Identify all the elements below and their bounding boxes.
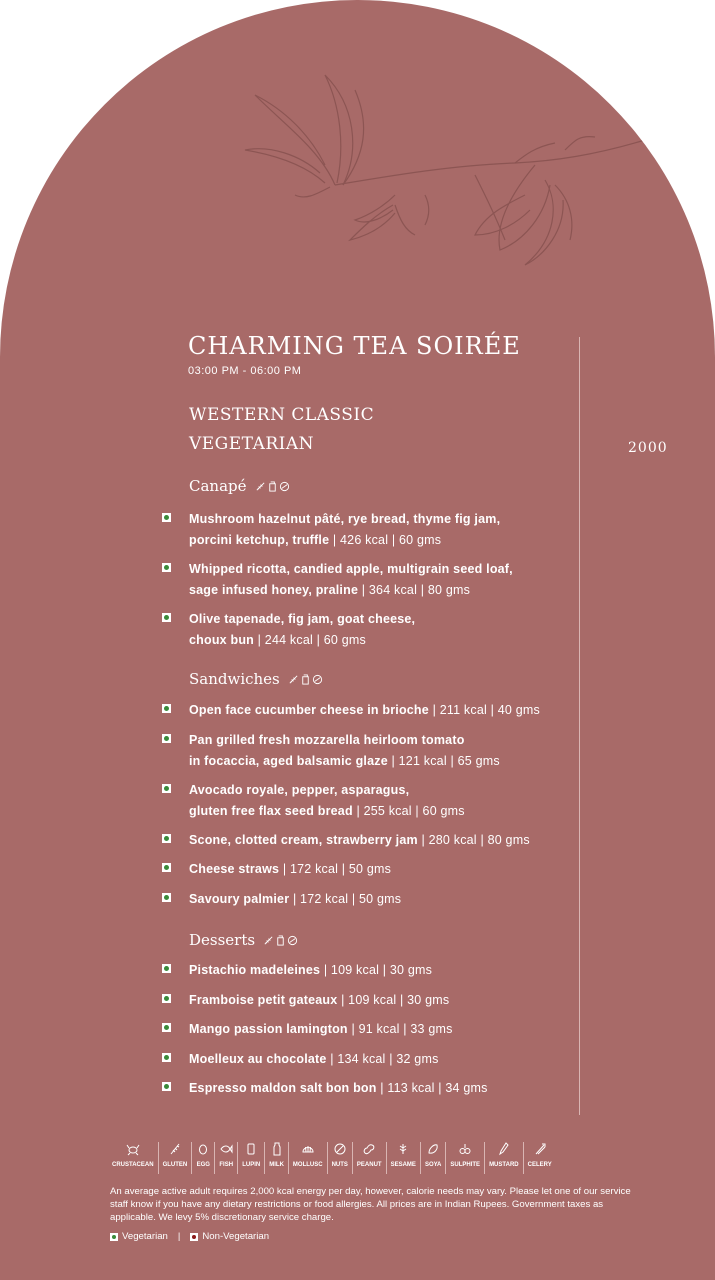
item-name: Avocado royale, pepper, asparagus, [189, 783, 410, 797]
veg-mark-icon [162, 1082, 171, 1091]
item-name: Mango passion lamington [189, 1022, 348, 1036]
menu-item [162, 609, 415, 650]
item-name: Moelleux au chocolate [189, 1052, 327, 1066]
gluten-icon [288, 674, 299, 685]
menu-item [162, 559, 513, 600]
menu-item [162, 990, 449, 1011]
item-details: | 109 kcal | 30 gms [337, 993, 450, 1007]
item-name: Whipped ricotta, candied apple, multigrain seed loaf, [189, 562, 513, 576]
item-details: | 109 kcal | 30 gms [320, 963, 433, 977]
item-details: | 113 kcal | 34 gms [376, 1081, 488, 1095]
sulphite-icon [458, 1142, 472, 1156]
legend-veg-label: Vegetarian [122, 1231, 168, 1242]
item-name: Espresso maldon salt bon bon [189, 1081, 377, 1095]
veg-mark-icon [162, 1053, 171, 1062]
allergen-lupin: LUPIN [238, 1142, 265, 1174]
veg-mark-icon [162, 964, 171, 973]
diet-legend [110, 1231, 269, 1242]
item-name: porcini ketchup, truffle [189, 532, 330, 547]
footer-note: An average active adult requires 2,000 kcal energy per day, however, calorie needs may vary. Please let one of our service staff know if you have any dietary restrictions or food allergies. All prices are in Indian Rupees. Government taxes as applicable. We levy 5% discretionary service charge. [110, 1186, 631, 1223]
item-name: Open face cucumber cheese in brioche [189, 703, 429, 717]
menu-item [162, 700, 540, 721]
veg-mark-icon [162, 893, 171, 902]
egg-icon [196, 1142, 210, 1156]
item-details: | 91 kcal | 33 gms [347, 1022, 453, 1036]
legend-nonveg-label: Non-Vegetarian [202, 1231, 270, 1242]
veg-mark-icon [162, 734, 171, 743]
nuts-icon [279, 481, 290, 492]
veg-mark-icon [162, 704, 171, 713]
item-details: | 244 kcal | 60 gms [254, 632, 366, 647]
sesame-icon [396, 1142, 410, 1156]
allergen-crustacean: CRUSTACEAN [108, 1142, 159, 1174]
item-name: Scone, clotted cream, strawberry jam [189, 833, 418, 847]
item-details: | 364 kcal | 80 gms [358, 582, 471, 597]
menu-item [162, 960, 432, 981]
menu-item [162, 780, 465, 821]
veg-mark-icon [162, 563, 171, 572]
veg-mark-icon [162, 513, 171, 522]
allergen-gluten: GLUTEN [159, 1142, 193, 1174]
item-name: Savoury palmier [189, 892, 290, 906]
menu-item [162, 889, 401, 910]
item-name: Framboise petit gateaux [189, 993, 338, 1007]
menu-item [162, 1078, 488, 1099]
allergen-sulphite: SULPHITE [446, 1142, 485, 1174]
nuts-icon [333, 1142, 347, 1156]
item-name: gluten free flax seed bread [189, 803, 353, 818]
item-details: | 121 kcal | 65 gms [387, 753, 500, 768]
mustard-icon [497, 1142, 511, 1156]
item-name: Mushroom hazelnut pâté, rye bread, thyme fig jam, [189, 512, 501, 526]
item-name: sage infused honey, praline [189, 582, 359, 597]
celery-icon [533, 1142, 547, 1156]
section-heading-sandwiches [189, 670, 323, 688]
category-title-line2: VEGETARIAN [189, 434, 315, 454]
nuts-icon [287, 935, 298, 946]
item-name: Olive tapenade, fig jam, goat cheese, [189, 612, 416, 626]
menu-title: CHARMING TEA SOIRÉE [188, 332, 521, 360]
item-name: choux bun [189, 632, 254, 647]
allergen-legend [108, 1142, 556, 1174]
allergen-icons [263, 935, 298, 946]
item-details: | 426 kcal | 60 gms [329, 532, 442, 547]
soya-icon [426, 1142, 440, 1156]
allergen-celery: CELERY [524, 1142, 556, 1174]
veg-mark-icon [162, 784, 171, 793]
allergen-sesame: SESAME [387, 1142, 421, 1174]
veg-mark-icon [162, 994, 171, 1003]
allergen-mustard: MUSTARD [485, 1142, 524, 1174]
menu-item [162, 830, 530, 851]
veg-mark-icon [162, 613, 171, 622]
peanut-icon [362, 1142, 376, 1156]
veg-mark-icon [110, 1233, 118, 1241]
gluten-icon [255, 481, 266, 492]
category-title-line1: WESTERN CLASSIC [189, 405, 375, 425]
item-details: | 172 kcal | 50 gms [289, 892, 402, 906]
gluten-icon [168, 1142, 182, 1156]
item-name: Cheese straws [189, 862, 280, 876]
milk-icon [275, 935, 286, 946]
allergen-milk: MILK [265, 1142, 289, 1174]
item-details: | 172 kcal | 50 gms [279, 862, 392, 876]
allergen-egg: EGG [192, 1142, 215, 1174]
menu-item [162, 730, 500, 771]
section-heading-label: Desserts [189, 931, 256, 949]
section-heading-canape [189, 477, 290, 495]
veg-mark-icon [162, 834, 171, 843]
veg-mark-icon [162, 863, 171, 872]
nonveg-mark-icon [190, 1233, 198, 1241]
column-divider [579, 337, 580, 1115]
menu-item [162, 1049, 439, 1070]
allergen-nuts: NUTS [328, 1142, 353, 1174]
magnolia-branch-illustration [225, 55, 655, 285]
item-details: | 255 kcal | 60 gms [352, 803, 465, 818]
allergen-peanut: PEANUT [353, 1142, 387, 1174]
allergen-icons [255, 481, 290, 492]
lupin-icon [244, 1142, 258, 1156]
allergen-mollusc: MOLLUSC [289, 1142, 328, 1174]
allergen-fish: FISH [215, 1142, 238, 1174]
menu-price: 2000 [628, 440, 668, 456]
crustacean-icon [126, 1142, 140, 1156]
allergen-soya: SOYA [421, 1142, 446, 1174]
item-name: Pan grilled fresh mozzarella heirloom tomato [189, 733, 465, 747]
gluten-icon [263, 935, 274, 946]
item-name: Pistachio madeleines [189, 963, 321, 977]
allergen-icons [288, 674, 323, 685]
milk-icon [270, 1142, 284, 1156]
veg-mark-icon [162, 1023, 171, 1032]
item-details: | 280 kcal | 80 gms [417, 833, 530, 847]
nuts-icon [312, 674, 323, 685]
legend-separator: | [177, 1231, 181, 1242]
item-details: | 134 kcal | 32 gms [326, 1052, 439, 1066]
item-details: | 211 kcal | 40 gms [428, 703, 540, 717]
menu-item [162, 859, 391, 880]
mollusc-icon [301, 1142, 315, 1156]
menu-item [162, 1019, 453, 1040]
menu-item [162, 509, 500, 550]
milk-icon [267, 481, 278, 492]
section-heading-label: Sandwiches [189, 670, 280, 688]
item-name: in focaccia, aged balsamic glaze [189, 753, 388, 768]
section-heading-label: Canapé [189, 477, 247, 495]
service-hours: 03:00 PM - 06:00 PM [188, 365, 302, 377]
section-heading-desserts [189, 931, 298, 949]
milk-icon [300, 674, 311, 685]
fish-icon [219, 1142, 233, 1156]
